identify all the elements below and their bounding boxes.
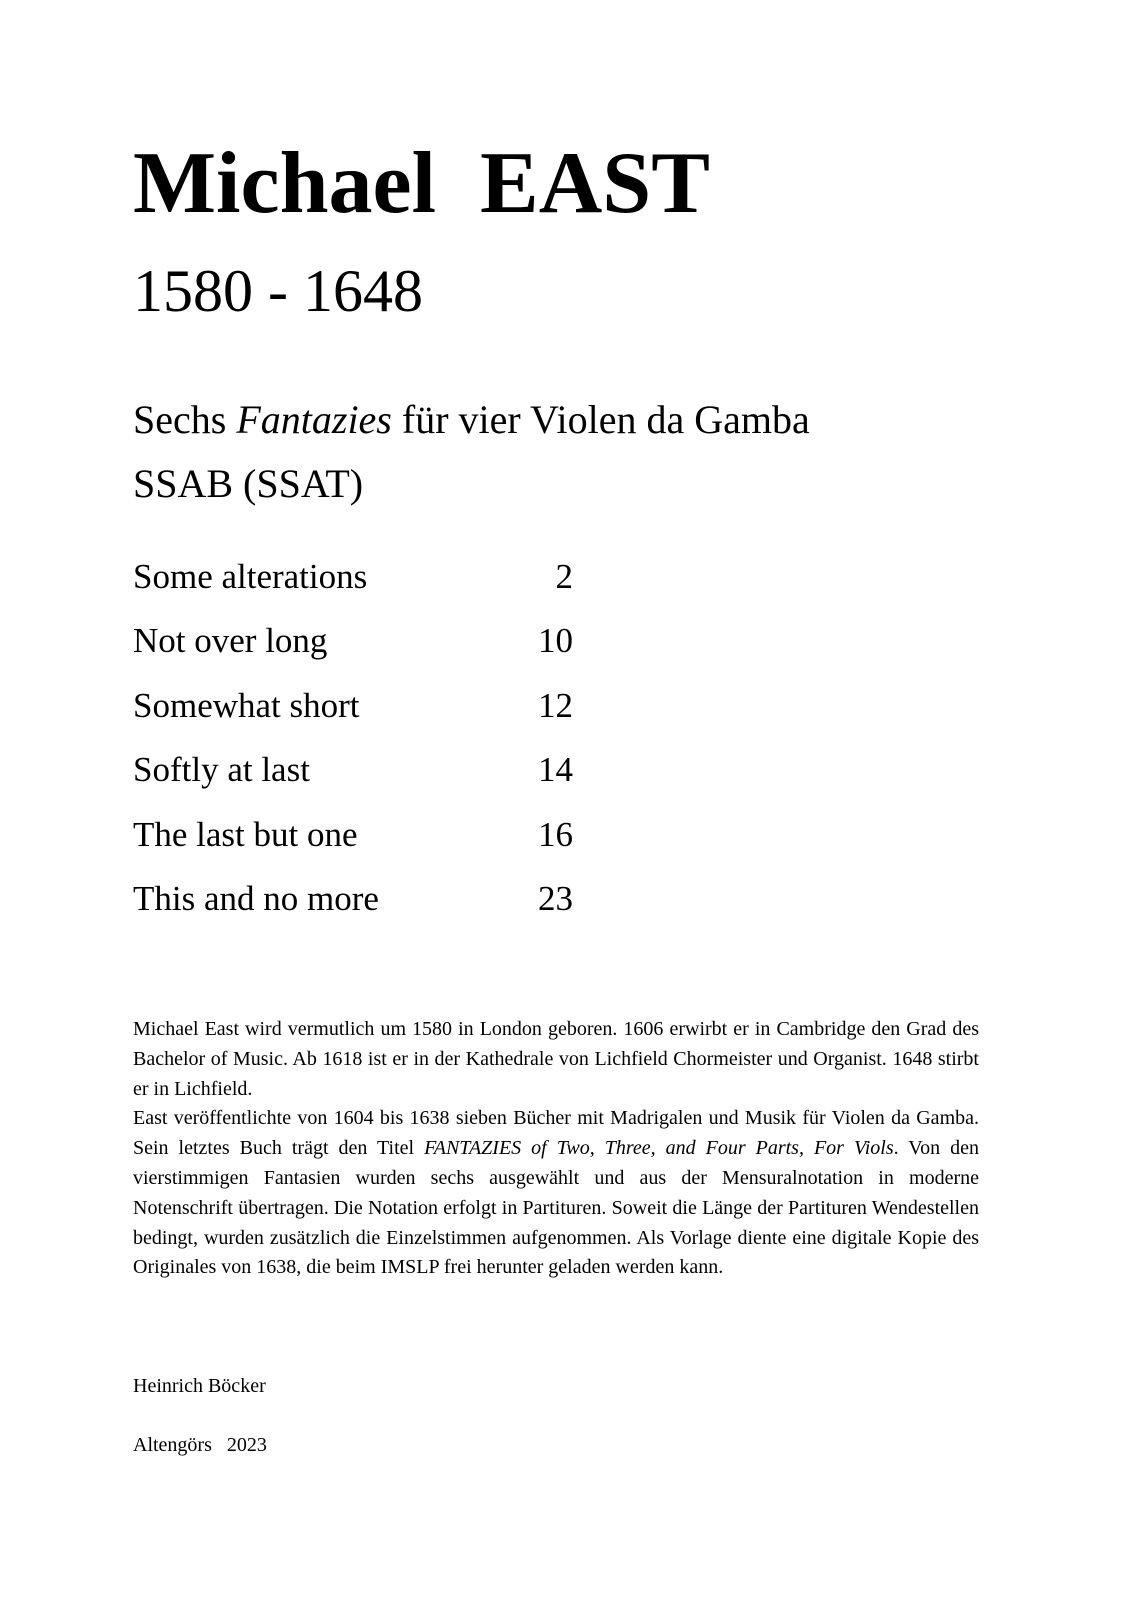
publication-text-start: East veröffentlichte von 1604 bis 1638 sieben Bücher mit Madrigalen und Musik für Violen da Gamba. Sein letztes Buch trägt den Titel xyxy=(133,1107,979,1160)
toc-entry-page: 10 xyxy=(538,621,573,661)
publication-text-end: . Von den vierstimmigen Fantasien wurden sechs ausgewählt und aus der Mensuralnotation in moderne Notenschrift übertragen. Die Notation erfolgt in Partituren. Soweit die Länge der Partituren Wendestellen bedingt, wurden zusätzlich die Einzelstimmen aufgenommen. Als Vorlage diente eine digitale Kopie des Originales von 1638, die beim IMSLP frei herunter geladen werden kann. xyxy=(133,1137,979,1279)
editor-name: Heinrich Böcker xyxy=(133,1375,266,1397)
toc-entry-page: 12 xyxy=(538,685,573,725)
toc-entry-title: Somewhat short xyxy=(133,685,360,725)
scoring-line: SSAB (SSAT) xyxy=(133,461,364,506)
book-title: FANTAZIES of Two, Three, and Four Parts, For Viols xyxy=(424,1137,894,1160)
toc-entry xyxy=(133,876,573,940)
composer-dates: 1580 - 1648 xyxy=(133,258,423,324)
work-title-italic: Fantazies xyxy=(236,397,392,442)
toc-entry-page: 23 xyxy=(538,878,573,918)
toc-entry-title: Some alterations xyxy=(133,557,368,596)
place-and-year: Altengörs 2023 xyxy=(133,1434,267,1456)
work-title-suffix: für vier Violen da Gamba xyxy=(391,397,810,442)
work-title-line xyxy=(133,388,810,452)
toc-entry-title: Softly at last xyxy=(133,750,310,790)
work-title-prefix: Sechs xyxy=(133,397,237,442)
biography-text xyxy=(133,1015,979,1283)
toc-entry-title: The last but one xyxy=(133,814,358,854)
biography-paragraph: Michael East wird vermutlich um 1580 in London geboren. 1606 erwirbt er in Cambridge den Grad des Bachelor of Music. Ab 1618 ist er in der Kathedrale von Lichfield Chormeister und Organist. 1648 stirbt er in Lichfield. xyxy=(133,1018,979,1100)
work-subtitle xyxy=(133,388,810,516)
toc-entry xyxy=(133,554,573,618)
table-of-contents xyxy=(133,554,573,940)
composer-name: Michael EAST xyxy=(133,135,710,232)
toc-entry-page: 16 xyxy=(538,814,573,854)
toc-entry-page: 2 xyxy=(555,557,573,596)
toc-entry xyxy=(133,747,573,811)
toc-entry-title: This and no more xyxy=(133,878,379,918)
toc-entry xyxy=(133,618,573,682)
toc-entry-page: 14 xyxy=(538,750,573,790)
toc-entry-title: Not over long xyxy=(133,621,328,661)
toc-entry xyxy=(133,683,573,747)
toc-entry xyxy=(133,812,573,876)
publication-paragraph xyxy=(133,1104,979,1283)
